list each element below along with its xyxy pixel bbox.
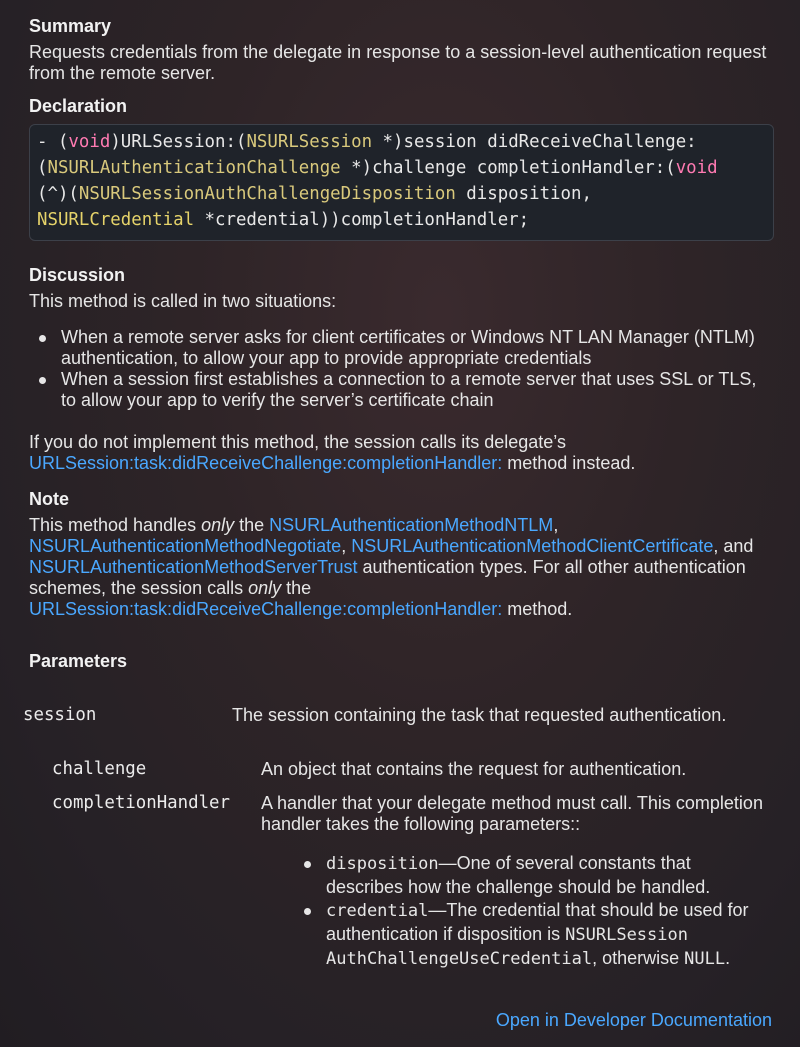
list-item: [29, 369, 774, 411]
code-line-2: [37, 155, 765, 181]
client-certificate-link[interactable]: NSURLAuthenticationMethodClientCertificate: [351, 536, 714, 556]
note-fragment: ,: [341, 536, 352, 556]
disposition-code: disposition: [326, 854, 439, 874]
code-keyword: void: [675, 158, 718, 178]
note-fragment: ,: [553, 515, 559, 535]
discussion-bullet-list: [29, 327, 774, 411]
note-fragment: method.: [502, 599, 573, 619]
param-name: session: [23, 705, 97, 725]
credential-text: —The credential that should be used for authentication if disposition is: [326, 900, 749, 944]
code-token: (^)(: [37, 184, 79, 204]
open-developer-documentation-link[interactable]: Open in Developer Documentation: [495, 1010, 772, 1030]
credential-text-2: , otherwise: [592, 948, 685, 968]
disposition-text: —One of several constants that describes how the challenge should be handled.: [326, 853, 711, 897]
bullet-text: When a session first establishes a connection to a remote server that uses SSL or TLS, to allow your app to verify the server’s certificate chain: [61, 369, 757, 410]
bullet-dot: [304, 908, 311, 915]
fallback-text-end: method instead.: [502, 453, 636, 473]
note-fragment: authentication types. For all other authentication schemes, the session calls: [29, 557, 746, 598]
note-fragment: , and: [713, 536, 754, 556]
code-type: NSURLSessionAuthChallengeDisposition: [78, 184, 456, 204]
code-token: *credential))completionHandler;: [194, 210, 530, 230]
declaration-heading: Declaration: [29, 96, 128, 116]
list-item: [29, 327, 774, 369]
note-fragment: the: [281, 578, 312, 598]
bullet-text: When a remote server asks for client certificates or Windows NT LAN Manager (NTLM) authentication, to allow your app to provide appropriate credentials: [61, 327, 755, 368]
param-desc: An object that contains the request for authentication.: [261, 759, 687, 779]
server-trust-link[interactable]: NSURLAuthenticationMethodServerTrust: [29, 557, 358, 577]
task-challenge-link[interactable]: URLSession:task:didReceiveChallenge:completionHandler:: [29, 453, 503, 473]
code-type: NSURLCredential: [37, 210, 195, 230]
null-code: NULL: [684, 949, 726, 969]
declaration-code-block: [29, 124, 774, 241]
code-token: *)challenge completionHandler:(: [340, 158, 676, 178]
quick-help-panel: [29, 14, 774, 673]
bullet-dot: [304, 861, 311, 868]
negotiate-link[interactable]: NSURLAuthenticationMethodNegotiate: [29, 536, 342, 556]
code-line-4: [37, 207, 765, 233]
param-name: challenge: [52, 759, 147, 779]
credential-text-3: .: [725, 948, 731, 968]
ntlm-link[interactable]: NSURLAuthenticationMethodNTLM: [269, 515, 554, 535]
code-token: disposition,: [455, 184, 592, 204]
code-keyword: void: [68, 132, 111, 152]
code-type: NSURLAuthenticationChallenge: [47, 158, 341, 178]
note-fragment: This method handles: [29, 515, 202, 535]
param-desc: The session containing the task that requested authentication.: [232, 705, 727, 725]
note-emphasis: only: [248, 578, 282, 598]
code-token: - (: [37, 132, 69, 152]
fallback-text: If you do not implement this method, the session calls its delegate’s: [29, 432, 566, 452]
code-line-1: [37, 129, 765, 155]
credential-code: credential: [326, 901, 429, 921]
param-name: completionHandler: [52, 793, 230, 813]
bullet-dot: [39, 335, 46, 342]
note-heading: Note: [29, 489, 69, 509]
summary-text: Requests credentials from the delegate in response to a session-level authentication request from the remote server.: [29, 42, 767, 83]
summary-heading: Summary: [29, 16, 112, 36]
code-type: NSURLSession: [246, 132, 373, 152]
code-token: *)session didReceiveChallenge:: [372, 132, 697, 152]
note-fragment: the: [234, 515, 270, 535]
code-token: (: [37, 158, 48, 178]
use-credential-code: NSURLSession: [565, 925, 688, 945]
code-token: )URLSession:(: [110, 132, 247, 152]
discussion-intro: This method is called in two situations:: [29, 291, 337, 311]
note-text: [29, 515, 774, 620]
code-line-3: [37, 181, 765, 207]
parameters-heading: Parameters: [29, 651, 128, 671]
completion-handler-params-list: [294, 852, 769, 971]
list-item: [294, 899, 769, 971]
discussion-heading: Discussion: [29, 265, 126, 285]
use-credential-code-cont: AuthChallengeUseCredential: [326, 949, 593, 969]
param-desc: A handler that your delegate method must call. This completion handler takes the following parameters::: [261, 793, 763, 834]
bullet-dot: [39, 377, 46, 384]
discussion-fallback: [29, 432, 774, 474]
note-emphasis: only: [201, 515, 235, 535]
list-item: [294, 852, 769, 899]
task-challenge-link-2[interactable]: URLSession:task:didReceiveChallenge:completionHandler:: [29, 599, 503, 619]
